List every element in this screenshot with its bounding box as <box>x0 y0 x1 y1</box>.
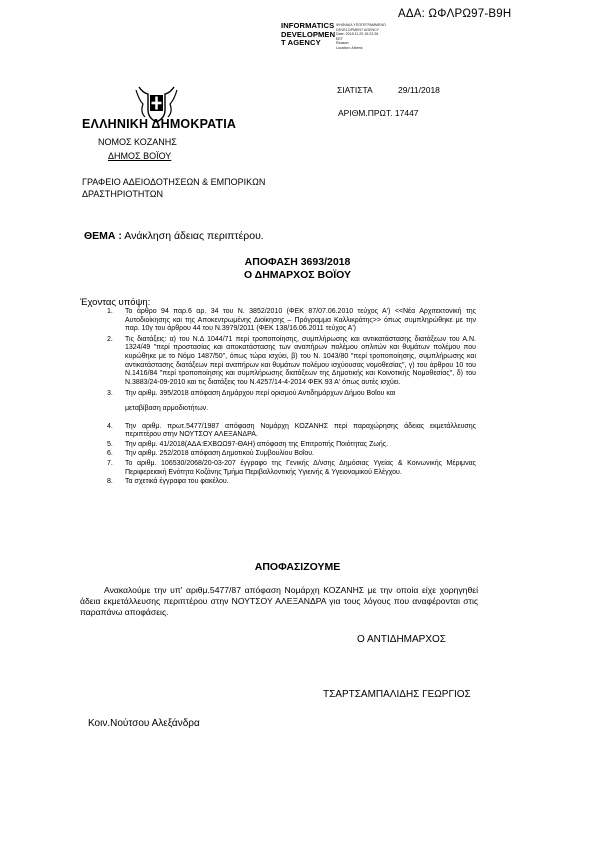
digital-signature-text <box>336 23 398 51</box>
decision-body: Ανακαλούμε την υπ' αριθμ.5477/87 απόφαση Νομάρχη ΚΟΖΑΝΗΣ με την οποία είχε χορηγηθεί άδεια εκμετάλλευσης περιπτέρου στην ΝΟΥΤΣΟΥ ΑΛΕΞΑΝΔΡΑ για τους λόγους που αναφέρονται στις παραπάνω αποφάσεις. <box>80 585 478 617</box>
item-number: 5. <box>107 440 113 448</box>
decide-heading: ΑΠΟΦΑΣΙΖΟΥΜΕ <box>254 561 341 573</box>
subject-label: ΘΕΜΑ <box>84 230 116 242</box>
item-text: Την αριθμ. 41/2018(ΑΔΑ:ΕΧΒΩΩ97-ΘΑΗ) απόφαση της Επιτροπής Ποιότητας Ζωής. <box>125 440 389 448</box>
signature-line: Reason: <box>336 41 350 46</box>
signature-line: Date: 2018.11.29 15:22:26 <box>336 32 379 37</box>
place: ΣΙΑΤΙΣΤΑ <box>337 85 373 95</box>
issuing-office <box>82 176 265 200</box>
having-regard-heading: Έχοντας υπόψη: <box>80 297 151 308</box>
protocol-number: ΑΡΙΘΜ.ΠΡΩΤ. 17447 <box>338 108 419 118</box>
logo-line: INFORMATICS <box>281 21 335 30</box>
item-text: Την αριθμ. 252/2018 απόφαση Δημοτικού Συμβουλίου Βοΐου. <box>125 450 315 458</box>
item-text: μεταβίβαση αρμοδιοτήτων. <box>125 404 209 412</box>
consideration-item <box>103 423 476 440</box>
item-number: 2. <box>107 335 113 343</box>
item-number: 8. <box>107 478 113 486</box>
item-text: Το άρθρο 94 παρ.6 αρ. 34 του Ν. 3852/2010 (ΦΕΚ 87/07.06.2010 τεύχος Α') <<Νέα Αρχιτεκτονική της Αυτοδιοίκησης και της Αποκεντρωμένης Διοίκησης – Πρόγραμμα Καλλικράτης>> όπως συμπληρώθηκε με την παρ. 10γ του άρθρου 44 του Ν.3979/2011 (ΦΕΚ 138/16.06.2011 τεύχος Α') <box>125 308 476 333</box>
subject-separator: : <box>118 230 122 242</box>
subject-line <box>84 230 264 242</box>
item-number: 7. <box>107 459 113 467</box>
item-number: 4. <box>107 422 113 430</box>
consideration-item <box>103 478 476 487</box>
office-line: ΔΡΑΣΤΗΡΙΟΤΗΤΩΝ <box>82 189 163 199</box>
item-text: Την αριθμ. πρωτ.5477/1987 απόφαση Νομάρχη ΚΟΖΑΝΗΣ περί παραχώρησης άδειας εκμετάλλευσης περιπτέρου στην ΝΟΥΤΣΟΥ ΑΛΕΞΑΝΔΡΑ. <box>125 422 476 439</box>
item-text: Την αριθμ. 395/2018 απόφαση Δημάρχου περί ορισμού Αντιδημάρχων Δήμου Βοΐου και <box>125 390 396 398</box>
logo-line: DEVELOPMEN <box>281 29 336 39</box>
signature-line: EET <box>336 36 343 41</box>
diavgeia-logo <box>281 22 335 48</box>
signer-name: ΤΣΑΡΤΣΑΜΠΑΛΙΔΗΣ ΓΕΩΡΓΙΟΣ <box>323 689 471 700</box>
consideration-item <box>103 308 476 334</box>
item-text: Τα σχετικά έγγραφα του φακέλου. <box>125 478 229 486</box>
date: 29/11/2018 <box>398 85 440 95</box>
decision-number: ΑΠΟΦΑΣΗ 3693/2018 <box>244 256 351 268</box>
consideration-item <box>103 390 476 399</box>
copy-recipient: Κοιν.Νούτσου Αλεξάνδρα <box>88 718 200 729</box>
issuing-state: ΕΛΛΗΝΙΚΗ ΔΗΜΟΚΡΑΤΙΑ <box>82 117 237 131</box>
signature-line: ΨΗΦΙΑΚΑ ΥΠΟΓΕΓΡΑΜΜΕΝΟ <box>336 23 386 27</box>
decision-authority: Ο ΔΗΜΑΡΧΟΣ ΒΟΪΟΥ <box>243 269 352 281</box>
signature-line: Location: Athens <box>336 45 363 50</box>
office-line: ΓΡΑΦΕΙΟ ΑΔΕΙΟΔΟΤΗΣΕΩΝ & ΕΜΠΟΡΙΚΩΝ <box>82 177 266 187</box>
consideration-item <box>103 460 476 477</box>
municipality: ΔΗΜΟΣ ΒΟΪΟΥ <box>108 151 172 161</box>
subject-text: Ανάκληση άδειας περιπτέρου. <box>124 230 264 242</box>
item-number: 6. <box>107 450 113 458</box>
item-number: 3. <box>107 390 113 398</box>
item-text: Τις διατάξεις: α) του Ν.Δ 1044/71 περί τροποποίησης, συμπλήρωσης και αντικατάστασης διατάξεων του Α.Ν. 1324/49 "περί προστασίας και αποκατάστασης των αναπήρων πολέμου οπλιτών και θυμάτων πολέμου που κυρώθηκε με το Νόμο 1487/50", όπως τώρα ισχύει, β) του Ν. 1043/80 "περί τροποποίησης, συμπλήρωσης και αντικατάστασης διατάξεων περί αναπήρων και θυμάτων πολέμου ισχύουσας νομοθεσίας", γ) του άρθρου 10 του Ν.1416/84 "περί τροποποίησης και συμπλήρωσης διατάξεων της Δημοτικής και Κοινοτικής Νομοθεσίας", δ) του Ν.3883/24-09-2010 και τις διατάξεις του Ν.4257/14-4-2014 ΦΕΚ 93 Α' όπως αυτές ισχύει. <box>125 335 476 386</box>
ada-code: ΑΔΑ: ΩΦΛΡΩ97-Β9Η <box>398 8 512 20</box>
signature-line: DEVELOPMENT AGENCY <box>336 27 380 32</box>
signer-role: Ο ΑΝΤΙΔΗΜΑΡΧΟΣ <box>357 634 446 645</box>
logo-line: T AGENCY <box>281 38 321 48</box>
consideration-item <box>103 450 476 459</box>
consideration-item <box>103 336 476 388</box>
considerations-list <box>103 308 476 487</box>
consideration-item <box>103 405 476 414</box>
prefecture: ΝΟΜΟΣ ΚΟΖΑΝΗΣ <box>98 137 177 147</box>
item-number: 1. <box>107 308 113 315</box>
item-text: Το αριθμ. 106530/2068/20-03-207 έγγραφο της Γενικής Δ/νσης Δημόσιας Υγείας & Κοινωνικής Μέριμνας Περιφερειακή Ενότητα Κοζάνης Τμήμα Περιβαλλοντικής Υγιεινής & Υγειονομικού Ελέγχου. <box>125 459 476 476</box>
consideration-item <box>103 441 476 450</box>
